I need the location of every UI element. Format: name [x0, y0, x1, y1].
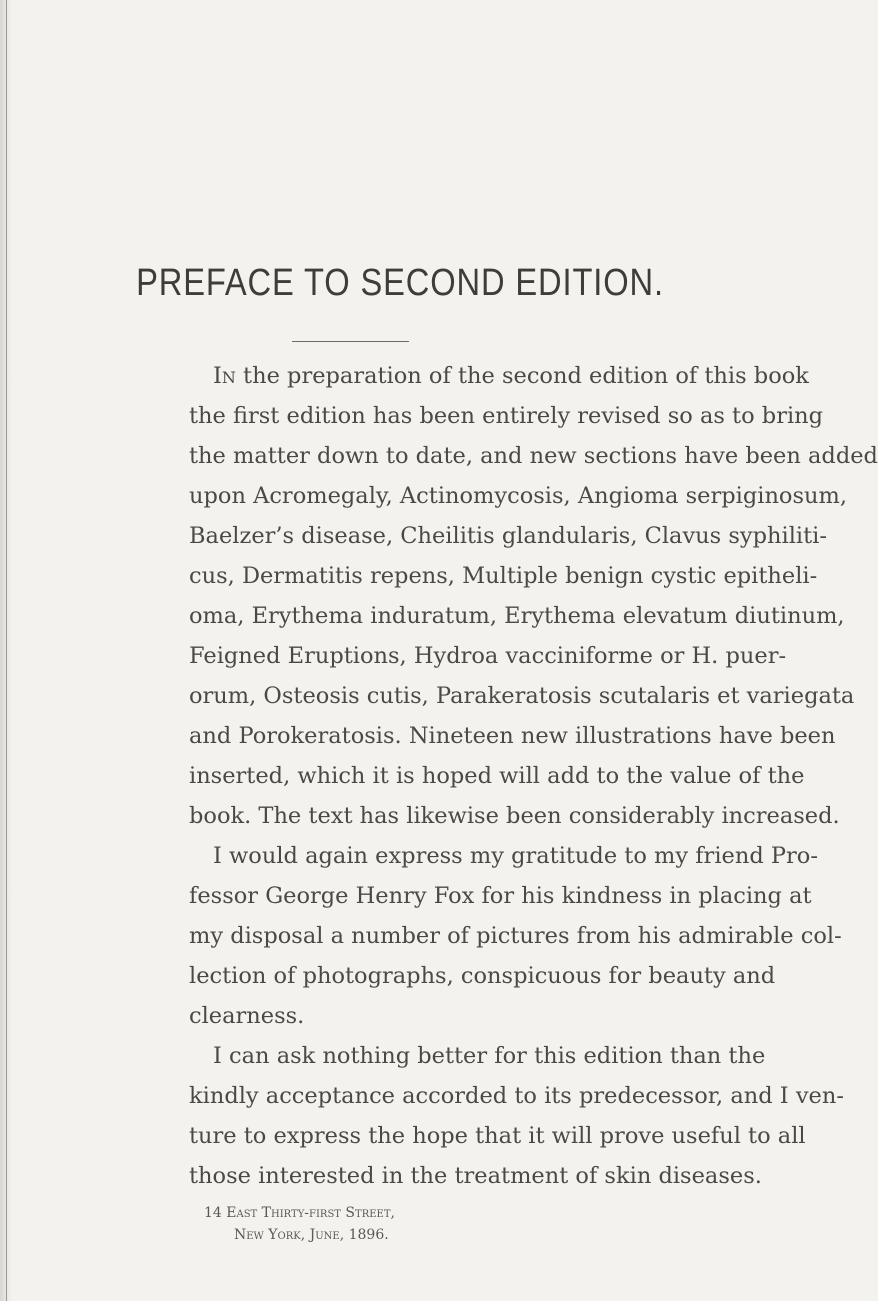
title-rule	[292, 341, 409, 342]
text-line: clearness.	[189, 1003, 305, 1029]
text-line: those interested in the treatment of skin diseases.	[189, 1163, 762, 1189]
text-line: fessor George Henry Fox for his kindness in placing at	[189, 883, 812, 909]
page-title: PREFACE TO SECOND EDITION.	[136, 262, 664, 304]
text-line: book. The text has likewise been considerably increased.	[189, 803, 840, 829]
text-line: upon Acromegaly, Actinomycosis, Angioma serpiginosum,	[189, 483, 848, 509]
text-line: I can ask nothing better for this edition than the	[213, 1043, 766, 1069]
text-line: my disposal a number of pictures from his admirable col-	[189, 923, 842, 949]
line-text: the preparation of the second edition of this book	[243, 363, 809, 389]
text-line: the first edition has been entirely revised so as to bring	[189, 403, 824, 429]
text-line: and Porokeratosis. Nineteen new illustrations have been	[189, 723, 836, 749]
text-line: oma, Erythema induratum, Erythema elevatum diutinum,	[189, 603, 845, 629]
text-line: Feigned Eruptions, Hydroa vacciniforme or H. puer-	[189, 643, 787, 669]
text-line: the matter down to date, and new sections have been added	[189, 443, 878, 469]
text-line: I would again express my gratitude to my friend Pro-	[213, 843, 818, 869]
text-line: ture to express the hope that it will prove useful to all	[189, 1123, 806, 1149]
text-line: Baelzer’s disease, Cheilitis glandularis, Clavus syphiliti-	[189, 523, 827, 549]
text-line: kindly acceptance accorded to its predecessor, and I ven-	[189, 1083, 844, 1109]
address-line-1: 14 East Thirty-first Street,	[204, 1205, 395, 1221]
address-line-2: New York, June, 1896.	[234, 1227, 389, 1243]
text-line: orum, Osteosis cutis, Parakeratosis scutalaris et variegata	[189, 683, 855, 709]
text-line	[213, 361, 809, 391]
text-line: inserted, which it is hoped will add to the value of the	[189, 763, 805, 789]
drop-word: In	[213, 363, 236, 389]
text-line: lection of photographs, conspicuous for beauty and	[189, 963, 776, 989]
text-line: cus, Dermatitis repens, Multiple benign cystic epitheli-	[189, 563, 818, 589]
binding-line	[6, 0, 7, 1301]
